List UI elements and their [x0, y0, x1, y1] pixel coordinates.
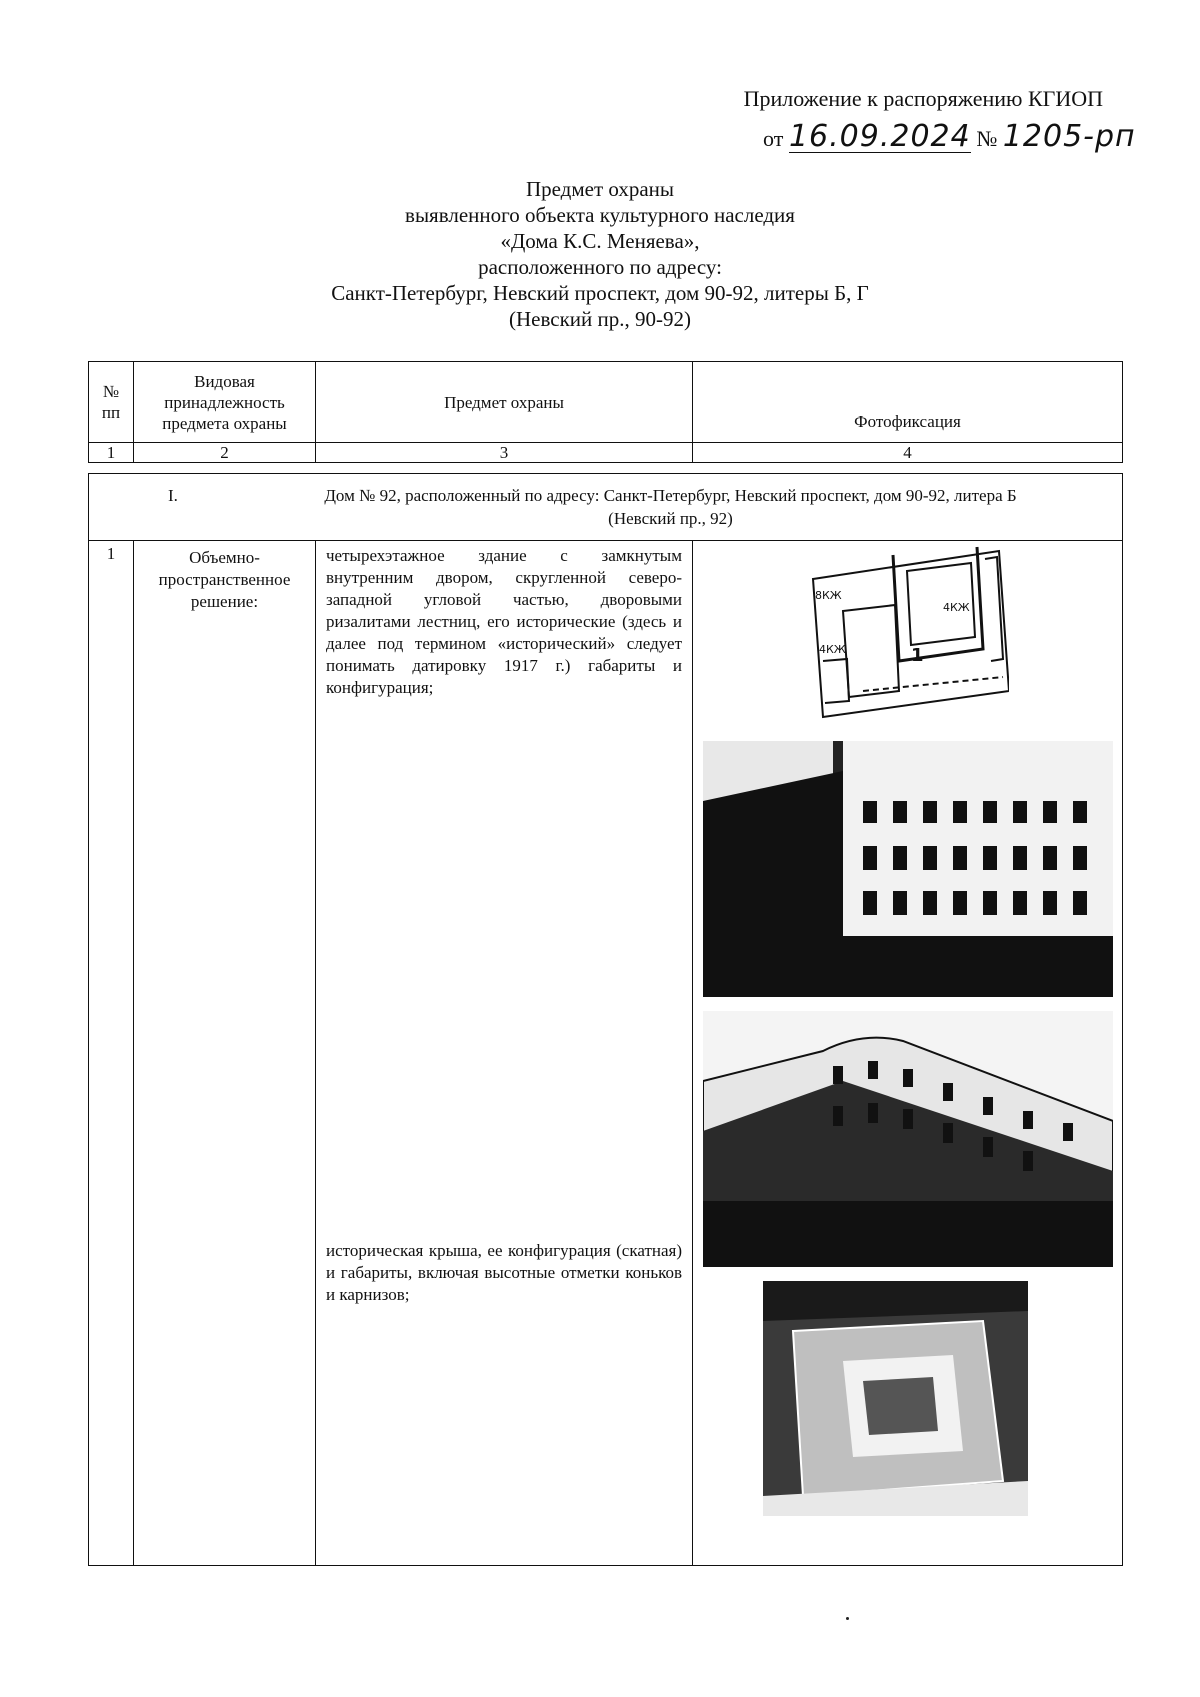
header-row — [89, 362, 1123, 443]
header-subject: Предмет охраны — [316, 362, 693, 443]
facade-photo-drawing — [703, 741, 1113, 997]
title-line-4: расположенного по адресу: — [478, 255, 722, 279]
date-prefix: от — [763, 126, 784, 151]
section-text: Дом № 92, расположенный по адресу: Санкт-Петербург, Невский проспект, дом 90-92, литера Б — [324, 486, 1017, 505]
section-numeral: I. — [168, 486, 178, 505]
plan-label-tl: 8КЖ — [815, 589, 842, 602]
plan-label-side: 4КЖ — [943, 601, 970, 614]
header-number-line2: пп — [101, 403, 121, 422]
order-number: 1205-рп — [1002, 119, 1136, 154]
title-line-3: «Дома К.С. Меняева», — [500, 229, 700, 253]
title-line-1: Предмет охраны — [525, 177, 675, 201]
subject-text-roof: историческая крыша, ее конфигурация (скатная) и габариты, включая высотные отметки коньков и карнизов; — [326, 1241, 682, 1304]
corner-photo-drawing — [703, 1011, 1113, 1267]
header-number-line1: № — [102, 382, 120, 401]
table-row — [89, 541, 1123, 1566]
facade-photo-image — [703, 741, 1113, 997]
speck-mark — [846, 1617, 849, 1620]
row-photos — [693, 541, 1123, 1566]
title-line-5: Санкт-Петербург, Невский проспект, дом 90-92, литеры Б, Г — [331, 281, 869, 305]
index-row — [89, 443, 1123, 463]
protection-table — [88, 361, 1123, 1566]
row-number: 1 — [89, 541, 134, 1566]
header-photo: Фотофиксация — [693, 362, 1123, 443]
title-line-2: выявленного объекта культурного наследия — [405, 203, 795, 227]
index-cell: 4 — [693, 443, 1123, 463]
index-cell: 1 — [89, 443, 134, 463]
header-category: Видовая принадлежность предмета охраны — [134, 362, 316, 443]
order-date: 16.09.2024 — [788, 119, 971, 154]
aerial-photo-image — [763, 1281, 1028, 1516]
index-cell: 2 — [134, 443, 316, 463]
plan-label-floors: 4КЖ — [819, 643, 846, 656]
number-prefix: № — [976, 126, 998, 151]
spacer-row — [89, 463, 1123, 474]
row-category: Объемно-пространственное решение: — [134, 541, 316, 1566]
site-plan-image — [803, 541, 1009, 723]
section-text-2: (Невский пр., 92) — [608, 509, 733, 528]
index-cell: 3 — [316, 443, 693, 463]
order-reference — [763, 119, 1136, 154]
section-heading — [89, 474, 1123, 541]
corner-photo-image — [703, 1011, 1113, 1267]
plan-label-lot: 1 — [911, 645, 924, 666]
row-subject — [316, 541, 693, 1566]
aerial-photo-drawing — [763, 1281, 1028, 1516]
section-row — [89, 474, 1123, 541]
title-line-6: (Невский пр., 90-92) — [509, 307, 691, 331]
site-plan-drawing — [803, 541, 1009, 723]
header-number — [89, 362, 134, 443]
subject-text-volume: четырехэтажное здание с замкнутым внутренним двором, скругленной северо-западной угловой частью, дворовыми ризалитами лестниц, его исторические (здесь и далее под термином «исторический» следует понимать датировку 1917 г.) габариты и конфигурация; — [326, 546, 682, 697]
document-title — [0, 176, 1200, 332]
appendix-title: Приложение к распоряжению КГИОП — [743, 86, 1103, 111]
